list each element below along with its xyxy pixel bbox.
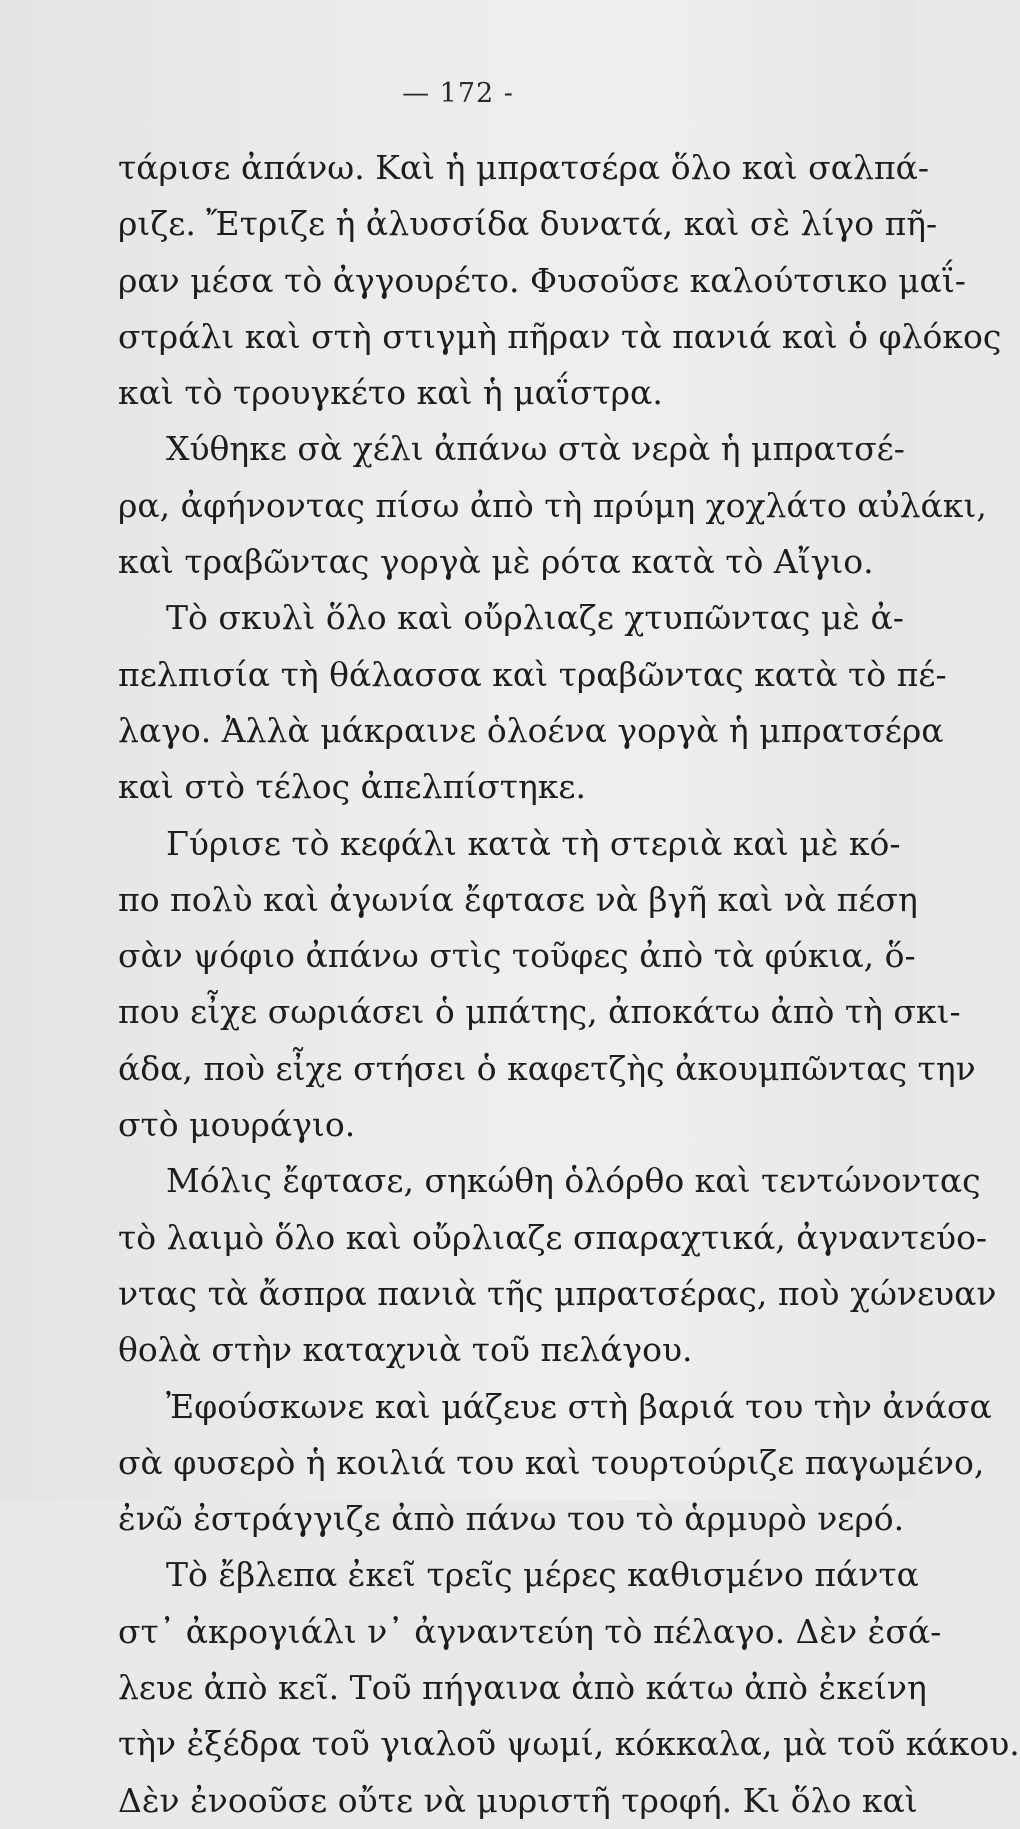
text-line: σὰ φυσερὸ ἡ κοιλιά του καὶ τουρτούριζε παγωμένο, — [118, 1442, 985, 1482]
text-line: καὶ τὸ τρουγκέτο καὶ ἡ μαΐστρα. — [118, 373, 663, 413]
body-text — [118, 140, 1020, 1829]
text-line: Χύθηκε σὰ χέλι ἀπάνω στὰ νερὰ ἡ μπρατσέ- — [166, 429, 905, 469]
text-line: άδα, ποὺ εἶχε στήσει ὁ καφετζὴς ἀκουμπῶντας την — [118, 1048, 976, 1088]
text-line: τάρισε ἀπάνω. Καὶ ἡ μπρατσέρα ὅλο καὶ σαλπά- — [118, 148, 930, 187]
text-line: καὶ στὸ τέλος ἀπελπίστηκε. — [118, 767, 586, 807]
text-line: Γύρισε τὸ κεφάλι κατὰ τὴ στεριὰ καὶ μὲ κό- — [166, 823, 901, 863]
text-line: Μόλις ἔφτασε, σηκώθη ὁλόρθο καὶ τεντώνοντας — [166, 1161, 981, 1201]
text-line: πο πολὺ καὶ ἀγωνία ἔφτασε νὰ βγῆ καὶ νὰ πέση — [118, 879, 918, 919]
text-line: Τὸ ἔβλεπα ἐκεῖ τρεῖς μέρες καθισμένο πάντα — [166, 1555, 919, 1595]
text-line: ριζε. Ἔτριζε ἡ ἀλυσσίδα δυνατά, καὶ σὲ λίγο πῆ- — [118, 204, 938, 244]
text-line: ντας τὰ ἄσπρα πανιὰ τῆς μπρατσέρας, ποὺ χώνευαν — [118, 1273, 997, 1313]
text-line: Ἐφούσκωνε καὶ μάζευε στὴ βαριά του τὴν ἀνάσα — [166, 1386, 992, 1426]
page-number: — 172 - — [402, 78, 514, 109]
text-line: σὰν ψόφιο ἀπάνω στὶς τοῦφες ἀπὸ τὰ φύκια, ὅ- — [118, 936, 916, 976]
text-line: Δὲν ἐνοοῦσε οὔτε νὰ μυριστῆ τροφή. Κι ὅλο καὶ — [118, 1780, 918, 1820]
text-line: λαγο. Ἀλλὰ μάκραινε ὁλοένα γοργὰ ἡ μπρατσέρα — [118, 710, 944, 750]
text-line: πελπισία τὴ θάλασσα καὶ τραβῶντας κατὰ τὸ πέ- — [118, 654, 947, 694]
text-line: τὴν ἐξέδρα τοῦ γιαλοῦ ψωμί, κόκκαλα, μὰ τοῦ κάκου. — [118, 1724, 1020, 1764]
text-line: θολὰ στὴν καταχνιὰ τοῦ πελάγου. — [118, 1330, 693, 1370]
text-line: ραν μέσα τὸ ἀγγουρέτο. Φυσοῦσε καλούτσικο μαΐ- — [118, 260, 966, 300]
text-line: Τὸ σκυλὶ ὅλο καὶ οὔρλιαζε χτυπῶντας μὲ ἀ- — [166, 598, 904, 638]
text-line: καὶ τραβῶντας γοργὰ μὲ ρότα κατὰ τὸ Αἴγιο. — [118, 542, 874, 582]
text-line: ἐνῶ ἐστράγγιζε ἀπὸ πάνω του τὸ ἁρμυρὸ νερό. — [118, 1499, 905, 1539]
text-line: στὸ μουράγιο. — [118, 1105, 356, 1145]
text-line: στ᾽ ἀκρογιάλι ν᾽ ἀγναντεύη τὸ πέλαγο. Δὲν ἐσά- — [118, 1611, 942, 1651]
text-line: τὸ λαιμὸ ὅλο καὶ οὔρλιαζε σπαραχτικά, ἀγναντεύο- — [118, 1217, 988, 1257]
text-line: λευε ἀπὸ κεῖ. Τοῦ πήγαινα ἀπὸ κάτω ἀπὸ ἐκείνη — [118, 1668, 927, 1708]
text-line: που εἶχε σωριάσει ὁ μπάτης, ἀποκάτω ἀπὸ τὴ σκι- — [118, 992, 961, 1032]
text-line: ρα, ἀφήνοντας πίσω ἀπὸ τὴ πρύμη χοχλάτο αὐλάκι, — [118, 485, 987, 525]
text-line: στράλι καὶ στὴ στιγμὴ πῆραν τὰ πανιά καὶ ὁ φλόκος — [118, 316, 1002, 356]
